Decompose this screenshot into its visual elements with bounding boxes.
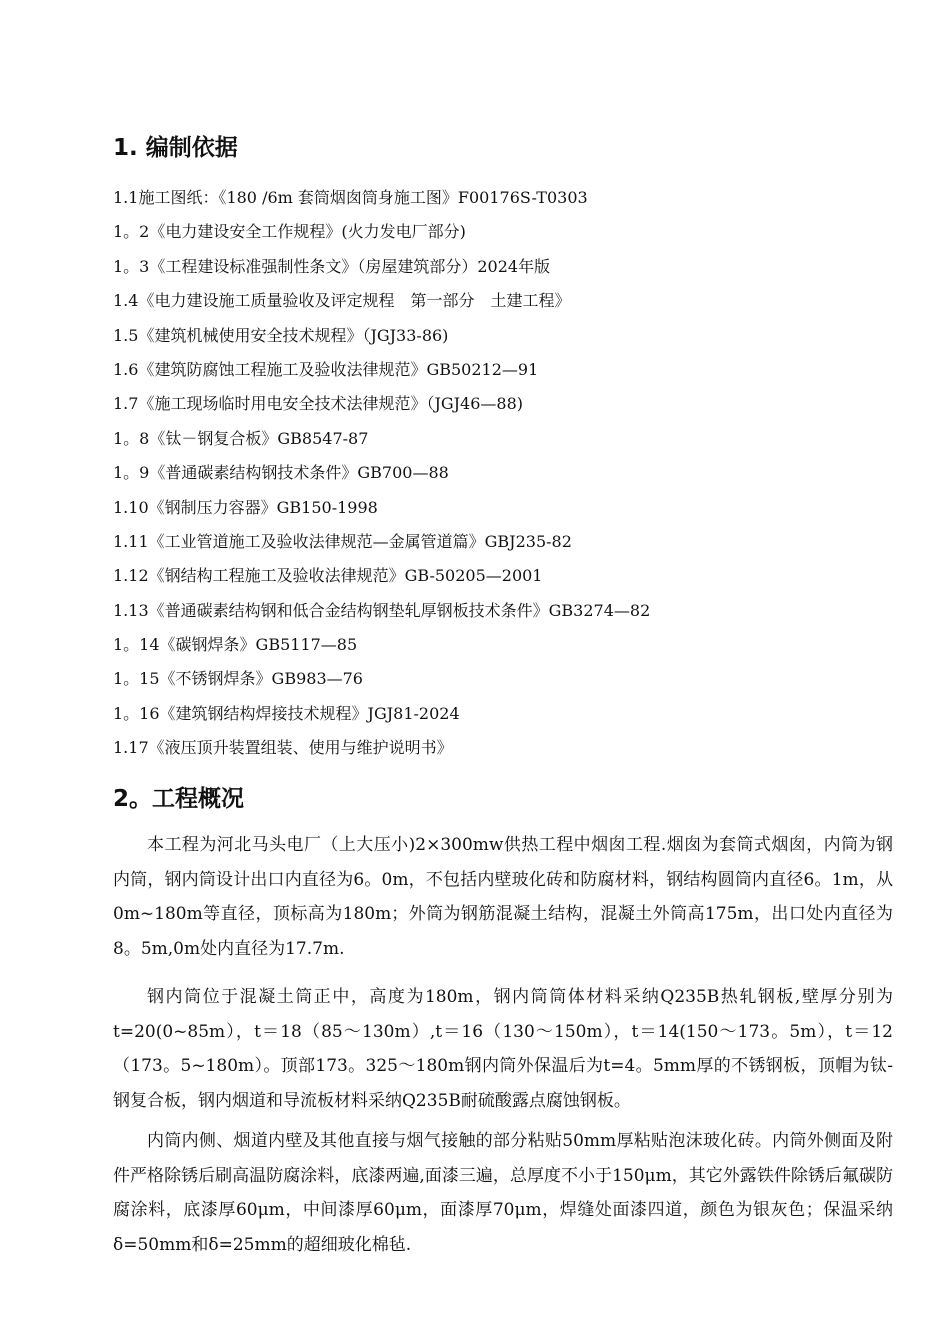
section-heading-project-overview: 2。工程概况 xyxy=(113,786,245,812)
reference-item: 1。14《碳钢焊条》GB5117—85 xyxy=(113,635,358,655)
overview-paragraph-chimney xyxy=(113,828,893,966)
reference-item: 1。9《普通碳素结构钢技术条件》GB700—88 xyxy=(113,463,449,483)
reference-item: 1。3《工程建设标准强制性条文》（房屋建筑部分）2024年版 xyxy=(113,256,551,276)
reference-item: 1。16《建筑钢结构焊接技术规程》JGJ81-2024 xyxy=(113,703,460,723)
paragraph-text: 本工程为河北马头电厂（上大压小)2×300mw供热工程中烟囱工程.烟囱为套筒式烟囱，内筒为钢内筒，钢内筒设计出口内直径为6。0m，不包括内壁玻化砖和防腐材料，钢结构圆筒内直径6。1m，从0m~180m等直径，顶标高为180m；外筒为钢筋混凝土结构，混凝土外筒高175m，出口处内直径为8。5m,0m处内直径为17.7m. xyxy=(113,835,893,959)
reference-item: 1.7《施工现场临时用电安全技术法律规范》（JGJ46—88) xyxy=(113,394,524,414)
reference-item: 1。2《电力建设安全工作规程》(火力发电厂部分) xyxy=(113,222,466,242)
overview-paragraph-steel-inner-tube xyxy=(113,980,893,1118)
reference-item: 1。8《钛－钢复合板》GB8547-87 xyxy=(113,428,369,448)
paragraph-text: 内筒内侧、烟道内壁及其他直接与烟气接触的部分粘贴50mm厚粘贴泡沫玻化砖。内筒外侧面及附件严格除锈后刷高温防腐涂料，底漆两遍,面漆三遍，总厚度不小于150μm，其它外露铁件除锈后氟碳防腐涂料，底漆厚60μm，中间漆厚60μm，面漆厚70μm，焊缝处面漆四道，颜色为银灰色；保温采纳δ=50mm和δ=25mm的超细玻化棉毡. xyxy=(113,1131,893,1255)
section-heading-compilation-basis: 1. 编制依据 xyxy=(113,135,238,161)
reference-item: 1.5《建筑机械使用安全技术规程》（JGJ33-86) xyxy=(113,325,449,345)
reference-item: 1.12《钢结构工程施工及验收法律规范》GB-50205—2001 xyxy=(113,566,543,586)
reference-item: 1.1施工图纸：《180 /6m 套筒烟囱筒身施工图》F00176S-T0303 xyxy=(113,188,588,207)
reference-item: 1。15《不锈钢焊条》GB983—76 xyxy=(113,669,363,689)
reference-item: 1.13《普通碳素结构钢和低合金结构钢垫轧厚钢板技术条件》GB3274—82 xyxy=(113,600,651,620)
reference-item: 1.4《电力建设施工质量验收及评定规程 第一部分 土建工程》 xyxy=(113,291,571,311)
reference-item: 1.10《钢制压力容器》GB150-1998 xyxy=(113,497,378,517)
reference-item: 1.6《建筑防腐蚀工程施工及验收法律规范》GB50212—91 xyxy=(113,359,539,379)
reference-item: 1.11《工业管道施工及验收法律规范—金属管道篇》GBJ235-82 xyxy=(113,531,572,551)
overview-paragraph-anticorrosion xyxy=(113,1124,893,1262)
paragraph-text: 钢内筒位于混凝土筒正中，高度为180m，钢内筒筒体材料采纳Q235B热轧钢板,壁厚分别为t=20(0~85m），t＝18（85～130m）,t＝16（130～150m），t＝14(150～173。5m），t＝12（173。5~180m）。顶部173。325～180m钢内筒外保温后为t=4。5mm厚的不锈钢板，顶帽为钛-钢复合板，钢内烟道和导流板材料采纳Q235B耐硫酸露点腐蚀钢板。 xyxy=(113,987,893,1111)
reference-list xyxy=(113,184,913,769)
reference-item: 1.17《液压顶升装置组装、使用与维护说明书》 xyxy=(113,738,453,758)
